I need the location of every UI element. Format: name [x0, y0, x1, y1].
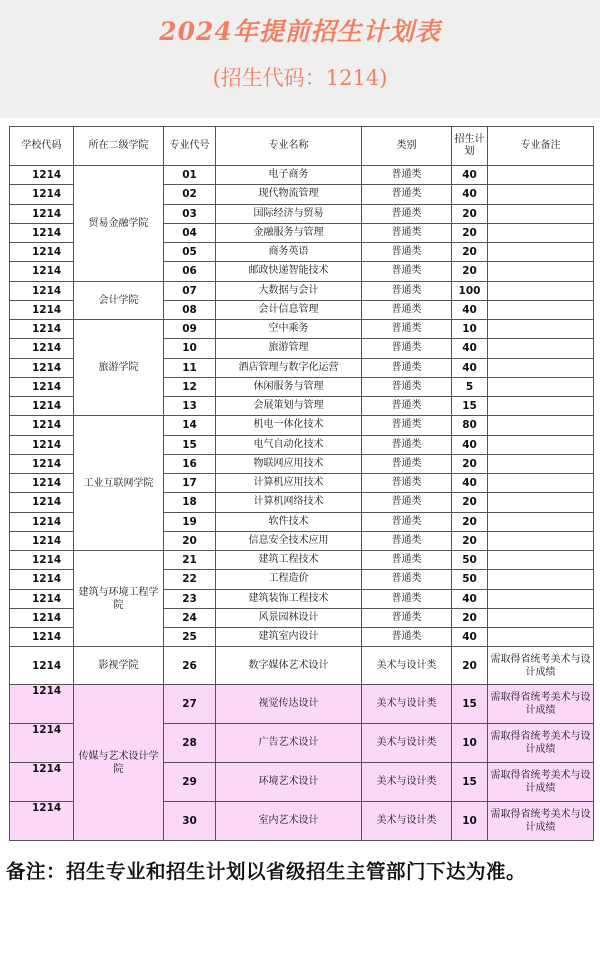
school-code-cell: 1214: [10, 608, 74, 627]
school-code-cell: 1214: [10, 397, 74, 416]
plan-cell: 20: [452, 493, 488, 512]
major-name-cell: 计算机网络技术: [216, 493, 362, 512]
remark-cell: [488, 377, 594, 396]
plan-cell: 10: [452, 320, 488, 339]
major-name-cell: 电气自动化技术: [216, 435, 362, 454]
plan-cell: 40: [452, 589, 488, 608]
major-code-cell: 28: [164, 724, 216, 763]
major-code-cell: 12: [164, 377, 216, 396]
school-code-cell: 1214: [10, 358, 74, 377]
major-name-cell: 软件技术: [216, 512, 362, 531]
major-name-cell: 视觉传达设计: [216, 685, 362, 724]
school-code-cell: 1214: [10, 589, 74, 608]
college-cell: 旅游学院: [74, 320, 164, 416]
category-cell: 普通类: [362, 531, 452, 550]
plan-cell: 20: [452, 223, 488, 242]
school-code-cell: 1214: [10, 320, 74, 339]
header-remark: 专业备注: [488, 127, 594, 166]
remark-cell: [488, 358, 594, 377]
major-code-cell: 26: [164, 647, 216, 685]
remark-cell: 需取得省统考美术与设计成绩: [488, 763, 594, 802]
category-cell: 普通类: [362, 512, 452, 531]
major-name-cell: 大数据与会计: [216, 281, 362, 300]
category-cell: 普通类: [362, 223, 452, 242]
plan-cell: 10: [452, 802, 488, 841]
major-code-cell: 07: [164, 281, 216, 300]
college-cell: 贸易金融学院: [74, 166, 164, 282]
major-name-cell: 商务英语: [216, 243, 362, 262]
table-row: [10, 551, 594, 570]
major-code-cell: 23: [164, 589, 216, 608]
school-code-cell: 1214: [10, 185, 74, 204]
category-cell: 美术与设计类: [362, 685, 452, 724]
category-cell: 普通类: [362, 204, 452, 223]
plan-cell: 80: [452, 416, 488, 435]
major-name-cell: 机电一体化技术: [216, 416, 362, 435]
major-code-cell: 18: [164, 493, 216, 512]
major-code-cell: 27: [164, 685, 216, 724]
major-code-cell: 29: [164, 763, 216, 802]
remark-cell: [488, 185, 594, 204]
category-cell: 普通类: [362, 416, 452, 435]
school-code-cell: 1214: [10, 531, 74, 550]
school-code-cell: 1214: [10, 300, 74, 319]
category-cell: 普通类: [362, 551, 452, 570]
school-code-cell: 1214: [10, 223, 74, 242]
college-cell: 传媒与艺术设计学院: [74, 685, 164, 841]
page-title: 2024年提前招生计划表: [159, 17, 441, 46]
major-code-cell: 17: [164, 474, 216, 493]
college-cell: 建筑与环境工程学院: [74, 551, 164, 647]
remark-cell: [488, 570, 594, 589]
header-college: 所在二级学院: [74, 127, 164, 166]
major-name-cell: 信息安全技术应用: [216, 531, 362, 550]
category-cell: 美术与设计类: [362, 763, 452, 802]
major-name-cell: 国际经济与贸易: [216, 204, 362, 223]
major-name-cell: 数字媒体艺术设计: [216, 647, 362, 685]
remark-cell: [488, 204, 594, 223]
category-cell: 普通类: [362, 589, 452, 608]
major-name-cell: 建筑装饰工程技术: [216, 589, 362, 608]
category-cell: 普通类: [362, 281, 452, 300]
school-code-cell: 1214: [10, 416, 74, 435]
header-major-name: 专业名称: [216, 127, 362, 166]
remark-cell: 需取得省统考美术与设计成绩: [488, 724, 594, 763]
remark-cell: [488, 300, 594, 319]
plan-cell: 20: [452, 243, 488, 262]
category-cell: 普通类: [362, 377, 452, 396]
major-code-cell: 13: [164, 397, 216, 416]
remark-cell: [488, 493, 594, 512]
college-cell: 影视学院: [74, 647, 164, 685]
plan-cell: 15: [452, 397, 488, 416]
major-name-cell: 物联网应用技术: [216, 454, 362, 473]
college-cell: 会计学院: [74, 281, 164, 320]
plan-cell: 15: [452, 685, 488, 724]
plan-cell: 20: [452, 454, 488, 473]
plan-cell: 50: [452, 570, 488, 589]
plan-cell: 20: [452, 608, 488, 627]
category-cell: 普通类: [362, 243, 452, 262]
category-cell: 美术与设计类: [362, 802, 452, 841]
major-code-cell: 24: [164, 608, 216, 627]
major-name-cell: 工程造价: [216, 570, 362, 589]
school-code-cell: 1214: [10, 493, 74, 512]
school-code-cell: 1214: [10, 802, 74, 841]
plan-cell: 40: [452, 300, 488, 319]
major-code-cell: 16: [164, 454, 216, 473]
school-code-cell: 1214: [10, 166, 74, 185]
remark-cell: 需取得省统考美术与设计成绩: [488, 685, 594, 724]
major-name-cell: 计算机应用技术: [216, 474, 362, 493]
major-code-cell: 14: [164, 416, 216, 435]
major-name-cell: 建筑室内设计: [216, 628, 362, 647]
major-code-cell: 11: [164, 358, 216, 377]
plan-cell: 20: [452, 531, 488, 550]
major-code-cell: 20: [164, 531, 216, 550]
header-category: 类别: [362, 127, 452, 166]
remark-cell: 需取得省统考美术与设计成绩: [488, 802, 594, 841]
plan-cell: 40: [452, 166, 488, 185]
remark-cell: [488, 551, 594, 570]
remark-cell: [488, 531, 594, 550]
header-school-code: 学校代码: [10, 127, 74, 166]
plan-cell: 5: [452, 377, 488, 396]
major-code-cell: 02: [164, 185, 216, 204]
school-code-cell: 1214: [10, 512, 74, 531]
major-code-cell: 03: [164, 204, 216, 223]
plan-cell: 20: [452, 647, 488, 685]
school-code-cell: 1214: [10, 570, 74, 589]
school-code-cell: 1214: [10, 551, 74, 570]
major-name-cell: 环境艺术设计: [216, 763, 362, 802]
category-cell: 普通类: [362, 320, 452, 339]
table-row: [10, 166, 594, 185]
remark-cell: [488, 166, 594, 185]
school-code-cell: 1214: [10, 281, 74, 300]
plan-cell: 20: [452, 512, 488, 531]
major-name-cell: 电子商务: [216, 166, 362, 185]
school-code-cell: 1214: [10, 262, 74, 281]
school-code-cell: 1214: [10, 628, 74, 647]
remark-cell: [488, 474, 594, 493]
title-banner: [0, 0, 600, 118]
remark-cell: [488, 416, 594, 435]
header-major-code: 专业代号: [164, 127, 216, 166]
remark-cell: [488, 435, 594, 454]
major-name-cell: 广告艺术设计: [216, 724, 362, 763]
table-row: [10, 416, 594, 435]
plan-cell: 20: [452, 262, 488, 281]
category-cell: 普通类: [362, 339, 452, 358]
enrollment-plan-table: [9, 126, 594, 841]
table-row: [10, 685, 594, 724]
major-code-cell: 06: [164, 262, 216, 281]
major-name-cell: 现代物流管理: [216, 185, 362, 204]
major-code-cell: 15: [164, 435, 216, 454]
major-code-cell: 10: [164, 339, 216, 358]
category-cell: 普通类: [362, 435, 452, 454]
major-code-cell: 19: [164, 512, 216, 531]
school-code-cell: 1214: [10, 204, 74, 223]
category-cell: 普通类: [362, 493, 452, 512]
school-code-cell: 1214: [10, 724, 74, 763]
major-name-cell: 旅游管理: [216, 339, 362, 358]
table-header-row: [10, 127, 594, 166]
category-cell: 普通类: [362, 358, 452, 377]
major-code-cell: 22: [164, 570, 216, 589]
school-code-cell: 1214: [10, 377, 74, 396]
category-cell: 美术与设计类: [362, 647, 452, 685]
category-cell: 普通类: [362, 454, 452, 473]
major-code-cell: 21: [164, 551, 216, 570]
school-code-cell: 1214: [10, 339, 74, 358]
remark-cell: [488, 262, 594, 281]
header-plan: 招生计划: [452, 127, 488, 166]
category-cell: 普通类: [362, 166, 452, 185]
major-name-cell: 室内艺术设计: [216, 802, 362, 841]
major-code-cell: 04: [164, 223, 216, 242]
major-name-cell: 会展策划与管理: [216, 397, 362, 416]
college-cell: 工业互联网学院: [74, 416, 164, 551]
school-code-cell: 1214: [10, 435, 74, 454]
plan-cell: 40: [452, 474, 488, 493]
plan-cell: 50: [452, 551, 488, 570]
plan-cell: 20: [452, 204, 488, 223]
category-cell: 普通类: [362, 570, 452, 589]
remark-cell: [488, 628, 594, 647]
school-code-cell: 1214: [10, 647, 74, 685]
major-code-cell: 25: [164, 628, 216, 647]
major-name-cell: 建筑工程技术: [216, 551, 362, 570]
plan-cell: 40: [452, 358, 488, 377]
major-code-cell: 01: [164, 166, 216, 185]
school-code-cell: 1214: [10, 243, 74, 262]
remark-cell: 需取得省统考美术与设计成绩: [488, 647, 594, 685]
remark-cell: [488, 320, 594, 339]
major-name-cell: 邮政快递智能技术: [216, 262, 362, 281]
plan-cell: 15: [452, 763, 488, 802]
remark-cell: [488, 281, 594, 300]
category-cell: 普通类: [362, 262, 452, 281]
category-cell: 美术与设计类: [362, 724, 452, 763]
major-code-cell: 08: [164, 300, 216, 319]
major-name-cell: 会计信息管理: [216, 300, 362, 319]
plan-cell: 100: [452, 281, 488, 300]
category-cell: 普通类: [362, 300, 452, 319]
school-code-cell: 1214: [10, 474, 74, 493]
plan-cell: 40: [452, 628, 488, 647]
plan-cell: 40: [452, 185, 488, 204]
plan-cell: 40: [452, 435, 488, 454]
school-code-cell: 1214: [10, 454, 74, 473]
table-row: [10, 320, 594, 339]
category-cell: 普通类: [362, 608, 452, 627]
major-name-cell: 风景园林设计: [216, 608, 362, 627]
major-code-cell: 05: [164, 243, 216, 262]
remark-cell: [488, 223, 594, 242]
major-code-cell: 30: [164, 802, 216, 841]
footnote: 备注：招生专业和招生计划以省级招生主管部门下达为准。: [6, 860, 527, 883]
category-cell: 普通类: [362, 397, 452, 416]
category-cell: 普通类: [362, 474, 452, 493]
major-code-cell: 09: [164, 320, 216, 339]
plan-cell: 10: [452, 724, 488, 763]
page-subtitle: (招生代码：1214): [212, 66, 388, 90]
remark-cell: [488, 512, 594, 531]
table-row: [10, 281, 594, 300]
remark-cell: [488, 339, 594, 358]
plan-cell: 40: [452, 339, 488, 358]
category-cell: 普通类: [362, 628, 452, 647]
major-name-cell: 金融服务与管理: [216, 223, 362, 242]
table-row: [10, 647, 594, 685]
school-code-cell: 1214: [10, 763, 74, 802]
major-name-cell: 休闲服务与管理: [216, 377, 362, 396]
school-code-cell: 1214: [10, 685, 74, 724]
remark-cell: [488, 608, 594, 627]
remark-cell: [488, 454, 594, 473]
remark-cell: [488, 589, 594, 608]
category-cell: 普通类: [362, 185, 452, 204]
major-name-cell: 酒店管理与数字化运营: [216, 358, 362, 377]
major-name-cell: 空中乘务: [216, 320, 362, 339]
remark-cell: [488, 397, 594, 416]
remark-cell: [488, 243, 594, 262]
